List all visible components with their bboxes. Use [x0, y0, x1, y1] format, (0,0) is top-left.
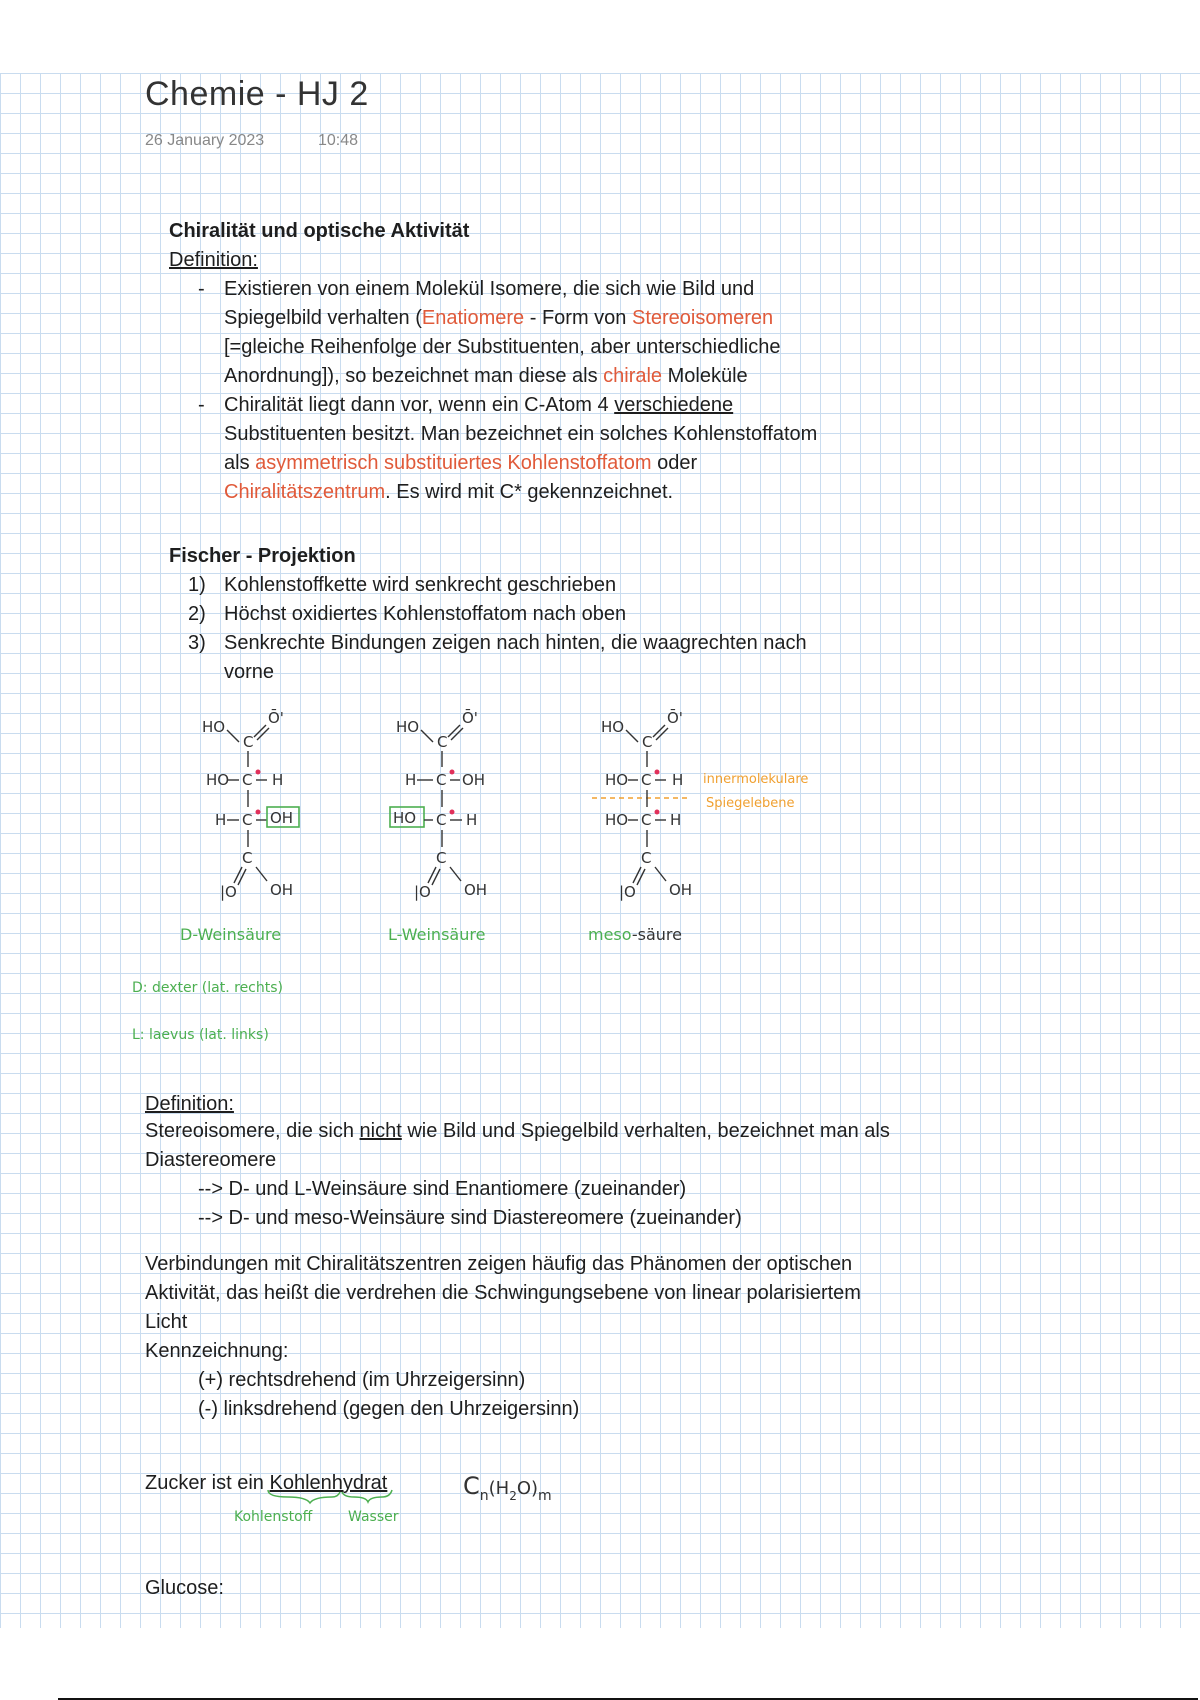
- arrow-line: --> D- und meso-Weinsäure sind Diastereomere (zueinander): [198, 1207, 742, 1229]
- text-line: (-) linksdrehend (gegen den Uhrzeigersinn): [198, 1398, 580, 1420]
- definition-label: Definition:: [169, 249, 258, 271]
- atom-label: HO: [202, 718, 226, 736]
- page-title: Chemie - HJ 2: [145, 75, 369, 113]
- arrow-line: --> D- und L-Weinsäure sind Enantiomere (zueinander): [198, 1178, 687, 1200]
- text-line: Stereoisomere, die sich nicht wie Bild und Spiegelbild verhalten, bezeichnet man als: [145, 1120, 890, 1142]
- mirror-plane-note: Spiegelebene: [706, 796, 795, 811]
- atom-label: H: [215, 811, 227, 829]
- text-line: [=gleiche Reihenfolge der Substituenten, aber unterschiedliche: [224, 336, 781, 358]
- atom-label: C: [242, 771, 253, 789]
- highlight-chirale: chirale: [603, 365, 663, 387]
- text-line: Chiralität liegt dann vor, wenn ein C-Atom 4 verschiedene: [224, 394, 734, 416]
- molecule-l-weinsaeure: [388, 708, 487, 944]
- text-line: Diastereomere: [145, 1149, 277, 1171]
- atom-label: C: [436, 811, 447, 829]
- chiral-center-dot: [256, 810, 261, 815]
- step-item: 2) Höchst oxidiertes Kohlenstoffatom nach oben: [188, 603, 627, 625]
- atom-label: |O: [220, 883, 237, 901]
- text-line: Aktivität, das heißt die verdrehen die Schwingungsebene von linear polarisiertem: [145, 1282, 861, 1304]
- atom-label: H: [672, 771, 684, 789]
- step-item: 3) Senkrechte Bindungen zeigen nach hinten, die waagrechten nach: [188, 632, 807, 654]
- atom-label: HO: [396, 718, 420, 736]
- atom-label: C: [641, 771, 652, 789]
- bullet-item: - Chiralität liegt dann vor, wenn ein C-Atom 4 verschiedene Substituenten besitzt. Man bezeichnet ein solches Kohlenstoffatom als asymmetrisch substituiertes Kohlenstoffatom oder Chiralitätszentrum. Es wird mit C* gekennzeichnet.: [198, 391, 898, 507]
- diastereomere-definition: [145, 1117, 890, 1233]
- chiral-center-dot: [450, 810, 455, 815]
- highlight-stereoisomeren: Stereoisomeren: [631, 307, 774, 329]
- text-line: Substituenten besitzt. Man bezeichnet ein solches Kohlenstoffatom: [224, 423, 818, 445]
- atom-label: OH: [669, 881, 693, 899]
- highlight-chiralitaetszentrum: Chiralitätszentrum: [224, 481, 386, 503]
- atom-label: HO: [601, 718, 625, 736]
- atom-label: C: [242, 811, 253, 829]
- text-line: Anordnung]), so bezeichnet man diese als chirale Moleküle: [224, 365, 748, 387]
- text-line: Licht: [145, 1311, 188, 1333]
- text-line: Verbindungen mit Chiralitätszentren zeigen häufig das Phänomen der optischen: [145, 1253, 853, 1275]
- kohlenhydrat-brace: [220, 1488, 420, 1528]
- atom-label: C: [436, 849, 447, 867]
- fischer-steps: [188, 571, 908, 687]
- atom-label: Ō': [268, 709, 284, 727]
- atom-label: OH: [270, 809, 294, 827]
- chiral-center-dot: [655, 810, 660, 815]
- atom-label: C: [642, 733, 653, 751]
- highlight-asymmetrisch: asymmetrisch substituiertes Kohlenstoffatom: [255, 452, 652, 474]
- optische-aktivitaet: [145, 1250, 861, 1424]
- atom-label: HO: [605, 771, 629, 789]
- atom-label: |O: [619, 883, 636, 901]
- bullet-item: - Existieren von einem Molekül Isomere, die sich wie Bild und Spiegelbild verhalten (Enatiomere - Form von Stereoisomeren [=gleiche Reihenfolge der Substituenten, aber unterschiedliche Anordnung]), so bezeichnet man diese als chirale Moleküle: [198, 275, 898, 391]
- molecule-label: L-Weinsäure: [388, 925, 486, 944]
- atom-label: OH: [464, 881, 488, 899]
- molecule-label: meso-säure: [588, 925, 682, 944]
- atom-label: C: [641, 811, 652, 829]
- chiral-center-dot: [450, 770, 455, 775]
- mirror-plane-note: innermolekulare: [703, 772, 809, 787]
- atom-label: HO: [605, 811, 629, 829]
- section-heading-fischer: Fischer - Projektion: [169, 545, 356, 567]
- atom-label: C: [437, 733, 448, 751]
- note-time: 10:48: [318, 132, 359, 149]
- atom-label: OH: [462, 771, 486, 789]
- section-heading-chiralitaet: Chiralität und optische Aktivität: [169, 220, 470, 242]
- text-line: Chiralitätszentrum. Es wird mit C* gekennzeichnet.: [224, 481, 674, 503]
- bullet-list-chiralitaet: [198, 275, 898, 507]
- atom-label: C: [243, 733, 254, 751]
- atom-label: C: [436, 771, 447, 789]
- note-wasser: Wasser: [348, 1509, 399, 1525]
- atom-label: OH: [270, 881, 294, 899]
- atom-label: HO: [206, 771, 230, 789]
- chiral-center-dot: [256, 770, 261, 775]
- atom-label: C: [641, 849, 652, 867]
- step-item: 1) Kohlenstoffkette wird senkrecht geschrieben: [188, 574, 617, 596]
- atom-label: Ō': [462, 709, 478, 727]
- atom-label: H: [405, 771, 417, 789]
- atom-label: H: [272, 771, 284, 789]
- kohlenhydrat-formula: $C_n(H_2O)_m$: [463, 1472, 552, 1504]
- atom-label: HO: [393, 809, 417, 827]
- fischer-drawings: [110, 695, 850, 1055]
- atom-label: H: [466, 811, 478, 829]
- molecule-label: D-Weinsäure: [180, 925, 282, 944]
- atom-label: Ō': [667, 709, 683, 727]
- atom-label: H: [670, 811, 682, 829]
- glucose-label: Glucose:: [145, 1577, 224, 1599]
- note-date: 26 January 2023: [145, 132, 265, 149]
- molecule-meso-weinsaeure: [588, 708, 808, 944]
- molecule-d-weinsaeure: [180, 708, 299, 944]
- highlight-enatiomere: Enatiomere: [421, 307, 525, 329]
- note-kohlenstoff: Kohlenstoff: [234, 1509, 313, 1525]
- zucker-line: Zucker ist ein Kohlenhydrat: [145, 1472, 388, 1494]
- note-laevus: L: laevus (lat. links): [132, 1027, 269, 1043]
- atom-label: |O: [414, 883, 431, 901]
- text-line: Spiegelbild verhalten (Enatiomere - Form von Stereoisomeren: [224, 307, 774, 329]
- text-line: (+) rechtsdrehend (im Uhrzeigersinn): [198, 1369, 526, 1391]
- text-line: als asymmetrisch substituiertes Kohlenstoffatom oder: [224, 452, 698, 474]
- definition-label-2: Definition:: [145, 1093, 234, 1115]
- atom-label: C: [242, 849, 253, 867]
- text-line: Existieren von einem Molekül Isomere, die sich wie Bild und: [224, 278, 755, 300]
- kennzeichnung-label: Kennzeichnung:: [145, 1340, 289, 1362]
- note-dexter: D: dexter (lat. rechts): [132, 980, 283, 996]
- step-item-continuation: vorne: [224, 661, 275, 683]
- chiral-center-dot: [655, 770, 660, 775]
